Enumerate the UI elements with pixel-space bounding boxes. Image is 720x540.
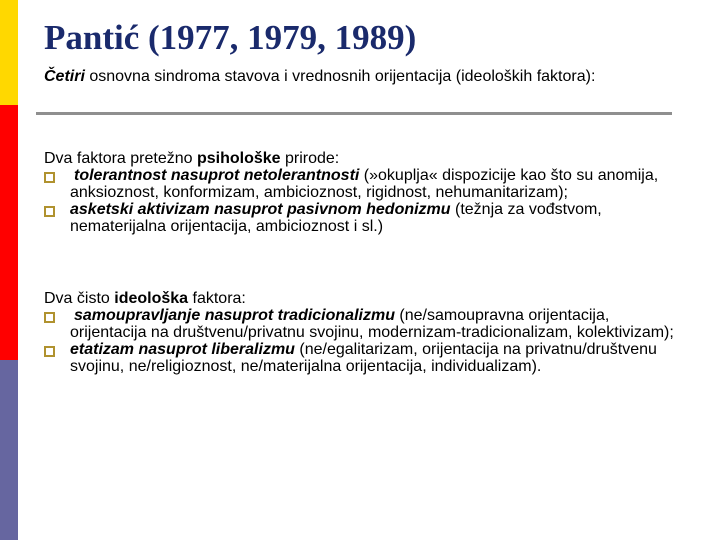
factor-description: (»okuplja« dispozicije kao što su anomija, anksioznost, konformizam, ambicioznost, rigidnost, nehumanitarizam);	[70, 167, 659, 201]
square-bullet-icon	[44, 312, 55, 323]
square-bullet-icon	[44, 346, 55, 357]
section-heading	[44, 290, 684, 307]
section-ideological-factors	[44, 290, 684, 375]
factor-term: etatizam nasuprot liberalizmu	[70, 341, 295, 358]
heading-text: Dva čisto	[44, 290, 115, 307]
list-item	[44, 167, 684, 201]
factor-term: samoupravljanje nasuprot tradicionalizmu	[74, 307, 395, 324]
factor-description: (težnja za vođstvom, nematerijalna orijentacija, ambicioznost i sl.)	[70, 201, 602, 235]
heading-emphasis: ideološka	[114, 290, 189, 307]
heading-emphasis: psihološke	[196, 150, 281, 167]
section-heading	[44, 150, 684, 167]
factor-term: tolerantnost nasuprot netolerantnosti	[74, 167, 360, 184]
accent-bar-yellow	[0, 0, 18, 105]
factor-term: asketski aktivizam nasuprot pasivnom hedonizmu	[70, 201, 451, 218]
factor-description: (ne/samoupravna orijentacija, orijentacija na društvenu/privatnu svojinu, modernizam-tradicionalizam, kolektivizam);	[70, 307, 674, 341]
heading-text-end: prirode:	[280, 150, 340, 167]
heading-text: Dva faktora pretežno	[44, 150, 197, 167]
section-psychological-factors	[44, 150, 684, 235]
list-item	[44, 201, 684, 235]
subtitle-text: osnovna sindroma stavova i vrednosnih orijentacija (ideoloških faktora):	[84, 68, 596, 85]
square-bullet-icon	[44, 206, 55, 217]
factor-description: (ne/egalitarizam, orijentacija na privatnu/društvenu svojinu, ne/religioznost, ne/materijalna orijentacija, individualizam).	[70, 341, 657, 375]
square-bullet-icon	[44, 172, 55, 183]
list-item	[44, 307, 684, 341]
slide-title: Pantić (1977, 1979, 1989)	[44, 18, 417, 57]
accent-bar-red	[0, 105, 18, 360]
list-item	[44, 341, 684, 375]
slide-subtitle	[44, 68, 595, 86]
subtitle-emphasis: Četiri	[44, 68, 85, 85]
accent-bar-slate	[0, 360, 18, 540]
heading-text-end: faktora:	[188, 290, 246, 307]
title-divider	[36, 112, 672, 115]
